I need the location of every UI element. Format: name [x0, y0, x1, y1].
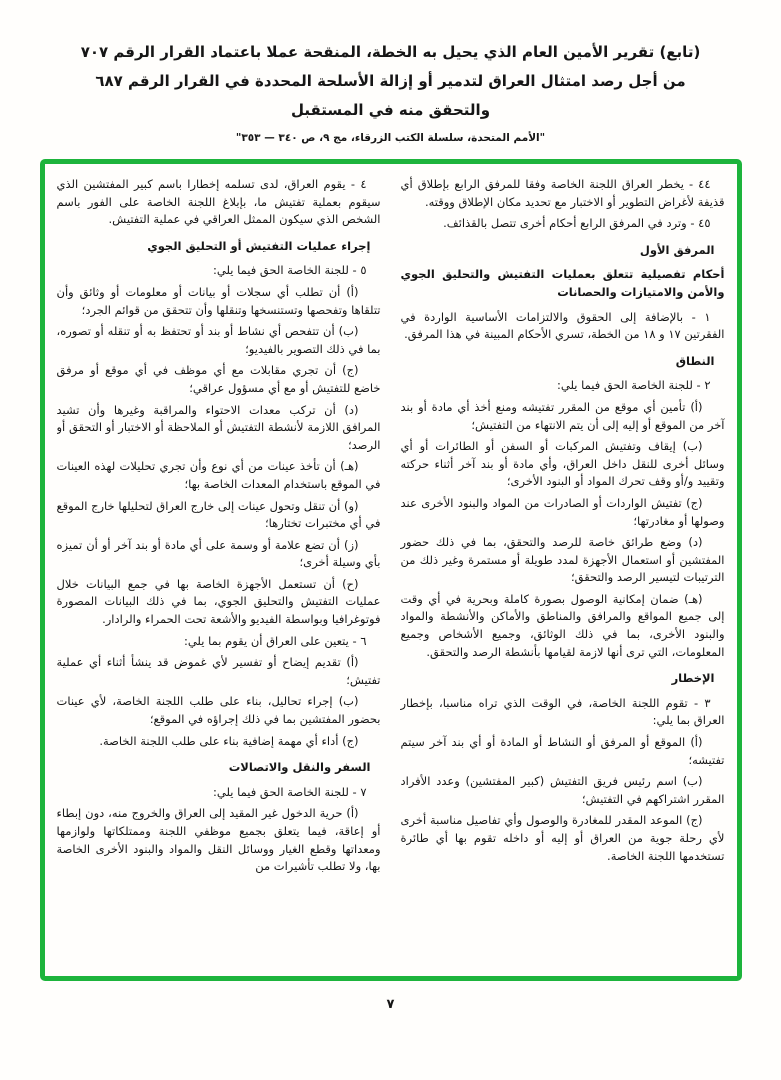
- text-block: الإخطار: [671, 671, 715, 686]
- text-block: (ب) أن تتفحص أي نشاط أو بند أو تحتفظ به أو تنقله أو تصوره، بما في ذلك التصوير بالفيديو؛: [56, 324, 381, 356]
- text-block: (ب) إجراء تحاليل، بناء على طلب اللجنة الخاصة، لأي عينات بحضور المفتشين بما في ذلك إجراؤه في الموقع؛: [56, 694, 381, 727]
- text-block: (أ) حرية الدخول غير المقيد إلى العراق والخروج منه، دون إبطاء أو إعاقة، فيما يتعلق بجميع موظفي اللجنة وممتلكاتها ولوازمها ومعداتها وقطع الغيار ووسائل النقل والمواد والبنود الأخرى الخاصة بها، ولا تطلب تأشيرات من: [56, 806, 381, 874]
- text-block: ٥ - للجنة الخاصة الحق فيما يلي:: [213, 263, 367, 278]
- text-block: ٤٤ - يخطر العراق اللجنة الخاصة وفقا للمرفق الرابع بإطلاق أي قذيفة لأغراض التطوير أو الاختبار مع تحديد مكان الإطلاق ووقته.: [400, 177, 725, 209]
- text-block: (هـ) ضمان إمكانية الوصول بصورة كاملة وبحرية في أي وقت إلى جميع المواقع والمرافق والمناطق والأماكن والأنشطة والمواد والبنود الأخرى، بما في ذلك الوثائق، وجميع الأشخاص وجميع المعلومات، التي ترى أنها لازمة لقيامها بأنشطة الرصد والتحقق.: [400, 591, 725, 659]
- text-block: إجراء عمليات التفتيش أو التحليق الجوي: [147, 238, 371, 253]
- two-column-layout: [57, 176, 725, 964]
- text-block: (ح) أن تستعمل الأجهزة الخاصة بها في جمع البيانات خلال عمليات التفتيش والتحليق الجوي، بما في ذلك البيانات المصورة فوتوغرافيا وبواسطة الفيديو والأشعة تحت الحمراء والرادار.: [56, 576, 381, 627]
- text-block: (أ) أن تطلب أي سجلات أو بيانات أو معلومات أو وثائق وأن تتلقاها وتفحصها وتستنسخها وتنقلها وأن تتحقق من قوائم الجرد؛: [56, 284, 381, 317]
- text-block: ١ - بالإضافة إلى الحقوق والالتزامات الأساسية الواردة في الفقرتين ١٧ و ١٨ من الخطة، تسري الأحكام المبينة في هذا المرفق.: [400, 309, 725, 342]
- text-block: (د) وضع طرائق خاصة للرصد والتحقق، بما في ذلك حضور المفتشين أو استعمال الأجهزة لمدد طويلة أو مستمرة وغير ذلك من الترتيبات لتيسير الرصد والتحقق؛: [400, 535, 725, 585]
- header-title-line-2: من أجل رصد امتثال العراق لتدمير أو إزالة الأسلحة المحددة في القرار الرقم ٦٨٧: [95, 72, 686, 90]
- text-block: (أ) تأمين أي موقع من المقرر تفتيشه ومنع أخذ أي مادة أو بند آخر من الموقع أو إليه إلى أن يتم الانتهاء من التفتيش؛: [400, 399, 725, 432]
- text-block: (ز) أن تضع علامة أو وسمة على أي مادة أو بند آخر أو أن تميزه بأي وسيلة أخرى؛: [56, 537, 381, 570]
- text-block: (ب) إيقاف وتفتيش المركبات أو السفن أو الطائرات أو أي وسائل أخرى للنقل داخل العراق، وأي مادة أو بند آخر أثناء حركته وتقييد و/أو وقف تحرك المواد أو البنود الأخرى؛: [400, 439, 725, 489]
- text-block: (أ) الموقع أو المرفق أو النشاط أو المادة أو أي بند آخر سيتم تفتيشه؛: [400, 735, 725, 767]
- text-block: النطاق: [675, 353, 715, 368]
- column-left: [57, 176, 381, 964]
- text-block: ٤ - يقوم العراق، لدى تسلمه إخطارا باسم كبير المفتشين الذي سيقوم بعملية تفتيش ما، بإبلاغ اللجنة الخاصة على الفور باسم الشخص الذي سيكون الممثل العراقي في عملية التفتيش.: [56, 177, 381, 227]
- text-block: أحكام تفصيلية تتعلق بعمليات التفتيش والتحليق الجوي والأمن والامتيازات والحصانات: [400, 267, 725, 299]
- text-block: (ج) أداء أي مهمة إضافية بناء على طلب اللجنة الخاصة.: [99, 733, 359, 748]
- text-block: (ج) تفتيش الواردات أو الصادرات من المواد والبنود الأخرى عند وصولها أو مغادرتها؛: [400, 495, 725, 528]
- text-block: المرفق الأول: [639, 242, 715, 257]
- column-right: [401, 176, 725, 964]
- text-block: (ج) أن تجري مقابلات مع أي موظف في أي موقع أو مرفق خاضع للتفتيش أو مع أي مسؤول عراقي؛: [56, 363, 381, 395]
- text-block: (ب) اسم رئيس فريق التفتيش (كبير المفتشين) وعدد الأفراد المقرر اشتراكهم في التفتيش؛: [400, 774, 725, 806]
- header-title-line-3: والتحقق منه في المستقبل: [290, 101, 491, 119]
- text-block: (ج) الموعد المقدر للمغادرة والوصول وأي تفاصيل مناسبة أخرى لأي رحلة جوية من العراق أو إليه أو داخله تقوم بها أي طائرة تستخدمها اللجنة الخاصة.: [400, 813, 725, 863]
- page-number: ٧: [386, 997, 395, 1012]
- text-block: السفر والنقل والاتصالات: [228, 760, 371, 775]
- document-header: [0, 0, 781, 147]
- text-block: ٣ - تقوم اللجنة الخاصة، في الوقت الذي تراه مناسبا، بإخطار العراق بما يلي:: [400, 695, 725, 728]
- text-block: ٤٥ - وترد في المرفق الرابع أحكام أخرى تتصل بالقذائف.: [443, 216, 711, 231]
- content-frame: [40, 159, 742, 981]
- text-block: (هـ) أن تأخذ عينات من أي نوع وأن تجري تحليلات لهذه العينات في الموقع باستخدام المعدات الخاصة بها؛: [56, 459, 381, 491]
- text-block: (د) أن تركب معدات الاحتواء والمراقبة وغيرها وأن تشيد المرافق اللازمة لأنشطة التفتيش أو الملاحظة أو الاختبار أو التحقق أو الرصد؛: [56, 402, 381, 452]
- text-block: (و) أن تنقل وتحول عينات إلى خارج العراق لتحليلها خارج الموقع في أي مختبرات تختارها؛: [56, 498, 381, 531]
- text-block: ٦ - يتعين على العراق أن يقوم بما يلي:: [183, 633, 367, 648]
- header-source-citation: "الأمم المتحدة، سلسلة الكتب الزرقاء، مج ٩، ص ٣٤٠ — ٣٥٣": [235, 132, 546, 144]
- text-block: ٧ - للجنة الخاصة الحق فيما يلي:: [213, 784, 367, 799]
- header-title-line-1: (تابع) تقرير الأمين العام الذي يحيل به الخطة، المنقحة عملا باعتماد القرار الرقم ٧٠٧: [80, 43, 701, 61]
- text-block: (أ) تقديم إيضاح أو تفسير لأي غموض قد ينشأ أثناء أي عملية تفتيش؛: [56, 655, 381, 687]
- text-block: ٢ - للجنة الخاصة الحق فيما يلي:: [557, 378, 711, 393]
